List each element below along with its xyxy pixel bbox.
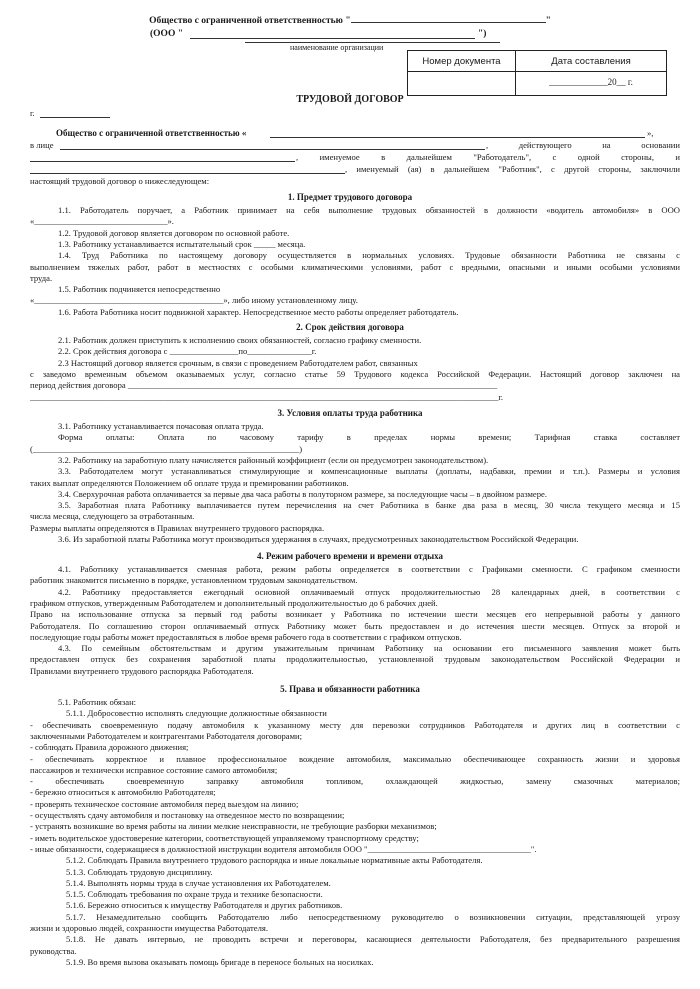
- intro-person-underline: [60, 149, 485, 150]
- section-line: 4.2. Работнику предоставляется ежегодный основной оплачиваемый отпуск продолжительностью 28 календарных дней, в соответствии с: [58, 586, 680, 597]
- doc-number-header: Номер документа: [422, 56, 501, 67]
- section-line: с заведомо временным объемом оказываемых услуг, согласно статье 59 Трудового кодекса Российской Федерации. Настоящий договор заключен на: [30, 368, 680, 379]
- section-line: выполнением тяжелых работ, работ в местностях с особыми климатическими условиями, работ с вредными, опасными и иными особыми условиями: [30, 261, 680, 272]
- intro-agreement: настоящий трудовой договор о нижеследующем:: [30, 176, 210, 186]
- section-title: 5. Права и обязанности работника: [280, 684, 420, 694]
- section-line: 4.3. По семейным обстоятельствам и другим уважительным причинам Работнику на основании его письменного заявления может быть: [58, 643, 680, 654]
- section-line: 3.6. Из заработной платы Работника могут производиться удержания в случаях, предусмотренных законодательством Российской Федерации.: [58, 534, 579, 544]
- section-line: - обеспечивать своевременную подачу автомобиля к указанному месту для перевозки сотрудников Работодателя и других лиц в соответствии с: [30, 719, 680, 730]
- intro-org-label: Общество с ограниченной ответственностью «: [56, 128, 247, 138]
- section-line: пассажиров и технически исправное состояние самого автомобиля;: [30, 764, 278, 775]
- section-title: 1. Предмет трудового договора: [287, 192, 413, 202]
- section-line: последующие годы работы может предоставляться в любое время рабочего года в соответствии с графиком отпусков.: [30, 631, 462, 642]
- city-underline: [40, 117, 110, 118]
- intro-employee-clause: , именуемый (ая) в дальнейшем "Работник", с другой стороны, заключили: [345, 164, 680, 174]
- section-line: - обеспечивать корректное и плавное профессиональное вождение автомобиля, максимально обеспечивающее сохранность жизни и здоровья: [30, 753, 680, 764]
- section-line: 5.1.3. Соблюдать трудовую дисциплину.: [66, 866, 213, 877]
- org-caption: наименование организации: [290, 43, 384, 52]
- section-line: Правилами внутреннего трудового распорядка Работодателя.: [30, 665, 254, 676]
- intro-employer-clause: , именуемое в дальнейшем "Работодатель", с одной стороны, и: [296, 152, 680, 162]
- section-line: Форма оплаты: Оплата по часовому тарифу в пределах нормы времени; Тарифная ставка составляет: [58, 432, 680, 443]
- section-title: 3. Условия оплаты труда работника: [277, 408, 423, 418]
- intro-employee-underline: [30, 173, 345, 174]
- doc-info-table: [407, 50, 667, 96]
- section-line: Работодателя. По соглашению сторон оплачиваемый отпуск Работнику может быть предоставлен и до истечения шести месяцев. Отпуск за второй и: [30, 620, 680, 631]
- section-line: Размеры выплаты определяются в Правилах внутреннего трудового распорядка.: [30, 522, 325, 533]
- intro-basis-underline: [30, 161, 295, 162]
- section-line: - устранять возникшие во время работы на линии мелкие неисправности, не требующие разборки механизмов;: [30, 821, 437, 832]
- section-line: «____________________________________________», либо иному установленному лицу.: [30, 295, 358, 306]
- org-short-end: "): [478, 29, 487, 39]
- section-line: 1.4. Труд Работника по настоящему договору осуществляется в нормальных условиях. Трудовые обязанности Работника не связаны с: [58, 250, 680, 261]
- section-line: 3.3. Работодателем могут устанавливаться стимулирующие и компенсационные выплаты (доплаты, надбавки, премии и т.п.). Размеры и условия: [58, 466, 680, 477]
- intro-org-end: »,: [647, 128, 654, 138]
- section-line: 5.1.5. Соблюдать требования по охране труда и технике безопасности.: [66, 889, 323, 900]
- section-line: 3.5. Заработная плата Работнику выплачивается путем перечисления на счет Работника в банке два раза в месяц, 30 числа текущего месяца и 15: [58, 500, 680, 511]
- section-line: 5.1.2. Соблюдать Правила внутреннего трудового распорядка и иные локальные нормативные акты Работодателя.: [66, 855, 483, 866]
- section-line: 5.1.7. Незамедлительно сообщить Работодателю либо непосредственному руководителю о возникновении ситуации, представляющей угрозу: [66, 911, 680, 922]
- section-line: - обеспечивать своевременную заправку автомобиля топливом, охлаждающей жидкостью, замену смазочных материалов;: [30, 776, 680, 787]
- section-line: заключенными Работодателем и контрагентами Работодателя договорами;: [30, 730, 303, 741]
- section-line: 1.5. Работник подчиняется непосредственно: [58, 284, 221, 295]
- org-name-line: Общество с ограниченной ответственностью " ": [149, 16, 551, 26]
- intro-represented-by: в лице: [30, 140, 54, 150]
- section-line: 1.3. Работнику устанавливается испытательный срок _____ месяца.: [58, 238, 306, 249]
- section-line: 2.1. Работник должен приступить к исполнению своих обязанностей, согласно графику сменности.: [58, 335, 422, 345]
- section-line: таких выплат определяются Положением об оплате труда и премировании работников.: [30, 477, 349, 488]
- section-line: числа месяца, следующего за отработанным.: [30, 511, 195, 522]
- section-line: 3.4. Сверхурочная работа оплачивается за первые два часа работы в полуторном размере, за последующие часы – в двойном размере.: [58, 488, 548, 499]
- section-line: 5.1.6. Бережно относиться к имуществу Работодателя и других работников.: [66, 900, 343, 911]
- section-line: жизни и здоровью людей, сохранности имущества Работодателя.: [30, 923, 268, 933]
- section-title: 2. Срок действия договора: [296, 322, 404, 332]
- section-line: - бережно относиться к автомобилю Работодателя;: [30, 787, 216, 798]
- intro-acting-basis: , действующего на основании: [486, 140, 680, 150]
- section-line: 3.2. Работнику на заработную плату начисляется районный коэффициент (если он предусмотрен законодательством).: [58, 454, 489, 465]
- section-line: руководства.: [30, 945, 77, 956]
- section-line: - осуществлять сдачу автомобиля и постановку на отведенное место по возвращении;: [30, 810, 345, 820]
- section-line: период действия договора ______________________________________________________________________________________: [30, 380, 498, 391]
- section-line: 1.1. Работодатель поручает, а Работник принимает на себя выполнение трудовых обязанностей в должности «водитель автомобиля» в ООО: [58, 205, 680, 215]
- section-line: Право на использование отпуска за первый год работы возникает у Работника по истечении шести месяцев его непрерывной работы у данного: [30, 609, 680, 620]
- intro-org-underline: [270, 137, 645, 138]
- section-line: 1.6. Работа Работника носит подвижной характер. Непосредственное место работы определяет работодатель.: [58, 306, 459, 317]
- section-line: 5.1.4. Выполнять нормы труда в случае установления их Работодателем.: [66, 877, 331, 888]
- doc-date-value: _____________20__ г.: [549, 77, 633, 87]
- section-line: - проверять техническое состояние автомобиля перед выездом на линию;: [30, 798, 299, 809]
- section-line: 5.1.9. Во время вызова оказывать помощь бригаде в переносе больных на носилках.: [66, 956, 374, 967]
- section-line: 3.1. Работнику устанавливается почасовая оплата труда.: [58, 421, 264, 431]
- org-short-underline: [190, 38, 475, 39]
- section-line: предоставлен отпуск без сохранения заработной платы продолжительностью, установленной трудовым законодательством Российской Федерации и: [30, 654, 680, 665]
- section-line: _____________________________________________________________________________________________________________г.: [30, 391, 504, 402]
- section-line: графиком отпусков, утвержденным Работодателем и дополнительный продолжительностью до 6 рабочих дней.: [30, 597, 438, 608]
- section-line: 2.2. Срок действия договора с ________________по_______________г.: [58, 346, 317, 357]
- section-title: 4. Режим рабочего времени и времени отдыха: [256, 551, 444, 561]
- section-line: 1.2. Трудовой договор является договором по основной работе.: [58, 227, 290, 238]
- doc-date-header: Дата составления: [551, 56, 631, 67]
- section-line: 4.1. Работнику устанавливается сменная работа, режим работы определяется в соответствии с Графиками сменности. С графиком сменности: [58, 564, 680, 574]
- section-line: - соблюдать Правила дорожного движения;: [30, 742, 189, 753]
- section-line: 5.1.8. Не давать интервью, не проводить встречи и переговоры, касающиеся деятельности Работодателя, без предварительного разрешения: [66, 934, 680, 945]
- section-line: работник знакомится письменно в порядке, установленном трудовым законодательством.: [30, 575, 358, 586]
- section-line: - иные обязанности, содержащиеся в должностной инструкции водителя автомобиля ООО "______________________________________".: [30, 843, 537, 854]
- org-short-line: (ООО ": [150, 29, 183, 39]
- section-line: 5.1. Работник обязан:: [58, 697, 137, 707]
- section-line: (______________________________________________________________): [30, 443, 303, 454]
- page-title: ТРУДОВОЙ ДОГОВОР: [296, 94, 404, 105]
- section-line: 5.1.1. Добросовестно исполнять следующие должностные обязанности: [66, 708, 327, 719]
- section-line: «_______________________________».: [30, 216, 174, 227]
- section-line: труда.: [30, 272, 53, 283]
- city-label: г.: [30, 108, 35, 118]
- section-line: - иметь водительское удостоверение категории, соответствующей управляемому транспортному средству;: [30, 832, 419, 843]
- section-line: 2.3 Настоящий договор является срочным, в связи с проведением Работодателем работ, связанных: [58, 357, 418, 368]
